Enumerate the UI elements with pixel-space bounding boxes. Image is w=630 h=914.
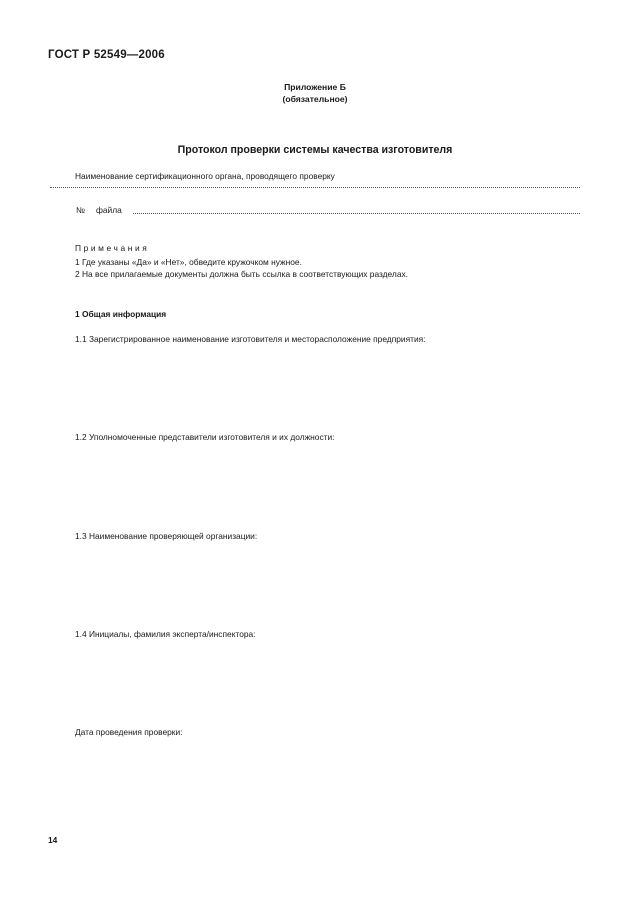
file-number-sign: № <box>76 205 85 215</box>
file-fill-line <box>133 213 580 214</box>
note-item-2: 2 На все прилагаемые документы должна быть ссылка в соответствующих разделах. <box>75 269 408 279</box>
standard-designation: ГОСТ Р 52549—2006 <box>48 49 165 61</box>
cert-body-fill-line <box>50 187 580 188</box>
file-label: файла <box>96 205 122 215</box>
page-number: 14 <box>48 835 58 845</box>
item-1-4: 1.4 Инициалы, фамилия эксперта/инспектора: <box>75 629 256 639</box>
annex-title: Приложение Б <box>284 82 346 92</box>
notes-heading: Примечания <box>75 243 150 253</box>
section-1-heading: 1 Общая информация <box>75 309 167 319</box>
note-item-1: 1 Где указаны «Да» и «Нет», обведите кружочком нужное. <box>75 257 302 267</box>
item-1-3: 1.3 Наименование проверяющей организации: <box>75 531 258 541</box>
document-title: Протокол проверки системы качества изготовителя <box>177 144 453 156</box>
item-1-2: 1.2 Уполномоченные представители изготовителя и их должности: <box>75 432 335 442</box>
item-1-1: 1.1 Зарегистрированное наименование изготовителя и месторасположение предприятия: <box>75 334 426 344</box>
inspection-date-label: Дата проведения проверки: <box>75 727 183 737</box>
annex-status: (обязательное) <box>282 94 348 104</box>
cert-body-label: Наименование сертификационного органа, проводящего проверку <box>75 171 335 181</box>
